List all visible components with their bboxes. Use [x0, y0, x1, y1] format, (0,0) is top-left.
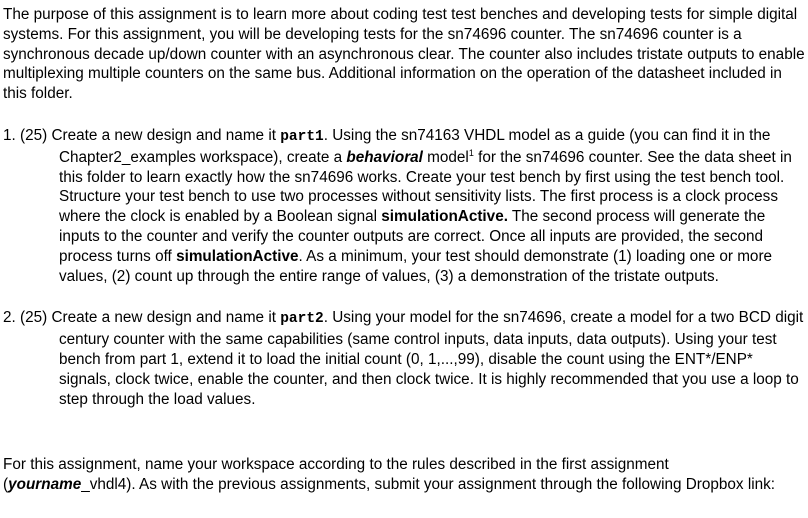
task-2	[3, 308, 805, 409]
closing-text-b: _vhdl4). As with the previous assignments, submit your assignment through the following Dropbox link:	[81, 476, 776, 494]
design-name-part1: part1	[280, 128, 324, 145]
task-2-paragraph	[3, 308, 805, 409]
task-2-text-a: (25) Create a new design and name it	[20, 309, 281, 327]
yourname-emphasis: yourname	[8, 476, 82, 494]
task-1-paragraph	[3, 126, 805, 286]
signal-simulation-active-2: simulationActive	[176, 247, 299, 265]
spacer	[3, 431, 805, 455]
task-2-body	[3, 308, 805, 409]
task-1-text-c: for the sn74696 counter. See the data sheet in this folder to learn exactly how the sn74696 works. Create your test bench by first using the test bench tool. Structure your test bench to use two processes without sensitivity lists. The first process is a clock process where the clock is enabled by a Boolean signal	[59, 148, 792, 226]
task-1-number: 1.	[3, 126, 16, 144]
closing-paragraph	[3, 455, 805, 495]
task-1-text-d: The second process will generate the inputs to the counter and verify the counter outputs are correct. Once all inputs are provided, the second process turns off	[59, 208, 766, 265]
task-1-text-b: . Using the sn74163 VHDL model as a guide (you can find it in the Chapter2_examples workspace), create a	[59, 126, 771, 166]
intro-text: The purpose of this assignment is to learn more about coding test test benches and developing tests for simple digital systems. For this assignment, you will be developing tests for the sn74696 counter. The sn74696 counter is a synchronous decade up/down counter with an asynchronous clear. The counter also includes tristate outputs to enable multiplexing multiple counters on the same bus. Additional information on the operation of the datasheet included in this folder.	[3, 6, 805, 103]
task-1-text-e: . As a minimum, your test should demonstrate (1) loading one or more values, (2) count up through the entire range of values, (3) a demonstration of the tristate outputs.	[59, 247, 773, 285]
task-1	[3, 126, 805, 286]
task-1-body	[3, 126, 805, 286]
task-2-number: 2.	[3, 309, 16, 327]
footnote-marker: 1	[468, 147, 474, 158]
task-1-model-word: model	[422, 148, 469, 166]
closing-text-a: For this assignment, name your workspace according to the rules described in the first assignment (	[3, 456, 669, 494]
intro-paragraph	[3, 5, 805, 104]
task-1-text-a: (25) Create a new design and name it	[20, 126, 281, 144]
task-2-text-b: . Using your model for the sn74696, create a model for a two BCD digit century counter with the same capabilities (same control inputs, data inputs, data outputs). Using your test bench from part 1, extend it to load the initial count (0, 1,...,99), disable the count using the ENT*/ENP* signals, clock twice, enable the counter, and then clock twice. It is highly recommended that you use a loop to step through the load values.	[59, 309, 804, 408]
design-name-part2: part2	[280, 311, 324, 328]
assignment-document	[3, 5, 805, 495]
signal-simulation-active-1: simulationActive.	[381, 208, 508, 226]
behavioral-emphasis: behavioral	[346, 148, 423, 166]
